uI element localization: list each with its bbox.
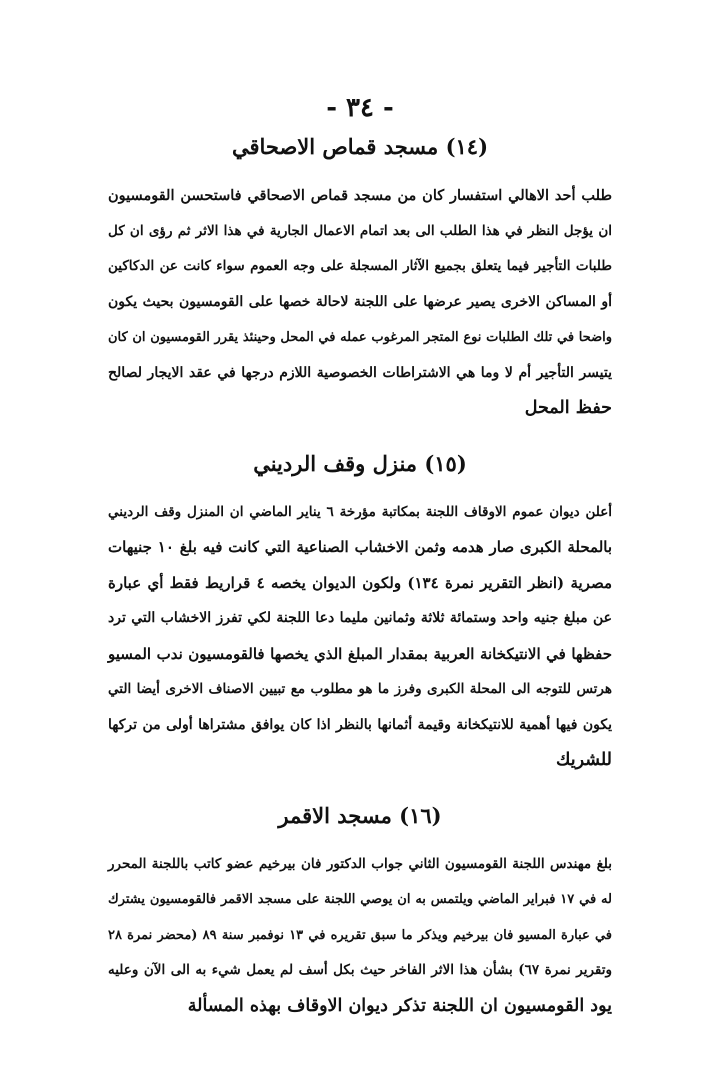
text-line: أو المساكن الاخرى يصير عرضها على اللجنة لاحالة خصها على القومسيون بحيث يكون: [108, 293, 612, 310]
text-line: هرتس للتوجه الى المحلة الكبرى وفرز ما هو مطلوب مع تبيين الاصناف الاخرى أيضا التي: [108, 681, 612, 697]
section-14: [108, 132, 612, 427]
text-line: وتقرير نمرة ٦٧) بشأن هذا الاثر الفاخر حيث بكل أسف لم يعمل شيء به الى الآن وعليه: [108, 962, 613, 978]
text-line: بلغ مهندس اللجنة القومسيون الثاني جواب الدكتور فان بيرخيم عضو كاتب باللجنة المحرر: [108, 855, 612, 872]
text-line: أعلن ديوان عموم الاوقاف اللجنة بمكاتبة مؤرخة ٦ يناير الماضي ان المنزل وقف الرديني: [108, 503, 613, 520]
section-paragraph: [108, 495, 612, 779]
section-15: [108, 449, 612, 779]
page-number: - ٣٤ -: [326, 93, 394, 123]
text-line: يتيسر التأجير أم لا وما هي الاشتراطات الخصوصية اللازم درجها في عقد الايجار لصالح: [108, 364, 612, 381]
section-paragraph: [108, 178, 612, 427]
text-line: ان يؤجل النظر في هذا الطلب الى بعد اتمام الاعمال الجارية في هذا الاثر ثم رؤى ان كل: [108, 222, 612, 239]
section-16: [108, 801, 612, 1025]
text-line: يكون فيها أهمية للانتيكخانة وقيمة أثمانها بالنظر اذا كان يوافق مشتراها أولى من تركها: [108, 716, 612, 733]
text-line: حفظها في الانتيكخانة العربية بمقدار المبلغ الذي يخصها فالقومسيون ندب المسيو: [108, 644, 612, 663]
section-heading: (١٥) منزل وقف الرديني: [253, 450, 467, 476]
section-heading: (١٤) مسجد قماص الاصحاقي: [231, 134, 489, 159]
section-heading: (١٦) مسجد الاقمر: [278, 802, 442, 828]
text-line: للشريك: [555, 750, 612, 770]
text-line: يود القومسيون ان اللجنة تذكر ديوان الاوقاف بهذه المسألة: [187, 995, 612, 1016]
text-line: حفظ المحل: [524, 398, 612, 418]
text-line: طلب أحد الاهالي استفسار كان من مسجد قماص الاصحاقي فاستحسن القومسيون: [108, 187, 612, 204]
text-line: واضحا في تلك الطلبات نوع المتجر المرغوب عمله في المحل وحينئذ يقرر القومسيون ان كان: [108, 330, 612, 345]
text-line: في عبارة المسيو فان بيرخيم ويذكر ما سبق تقريره في ١٣ نوفمبر سنة ٨٩ (محضر نمرة ٢٨: [108, 927, 613, 943]
text-line: مصرية (انظر التقرير نمرة ١٣٤) ولكون الديوان يخصه ٤ قراريط فقط أي عبارة: [108, 573, 612, 592]
text-line: له في ١٧ فبراير الماضي ويلتمس به ان يوصي اللجنة على مسجد الاقمر فالقومسيون يشترك: [108, 892, 612, 907]
text-line: طلبات التأجير فيما يتعلق بجميع الآثار المسجلة على وجه العموم سواء كانت عن الدكاكين: [108, 258, 612, 274]
section-paragraph: [108, 847, 612, 1025]
text-line: عن مبلغ جنيه واحد وستمائة ثلاثة وثمانين مليما دعا اللجنة لكي تفرز الاخشاب التي ترد: [108, 610, 612, 626]
text-line: بالمحلة الكبرى صار هدمه وثمن الاخشاب الصناعية التي كانت فيه بلغ ١٠ جنيهات: [108, 538, 613, 556]
